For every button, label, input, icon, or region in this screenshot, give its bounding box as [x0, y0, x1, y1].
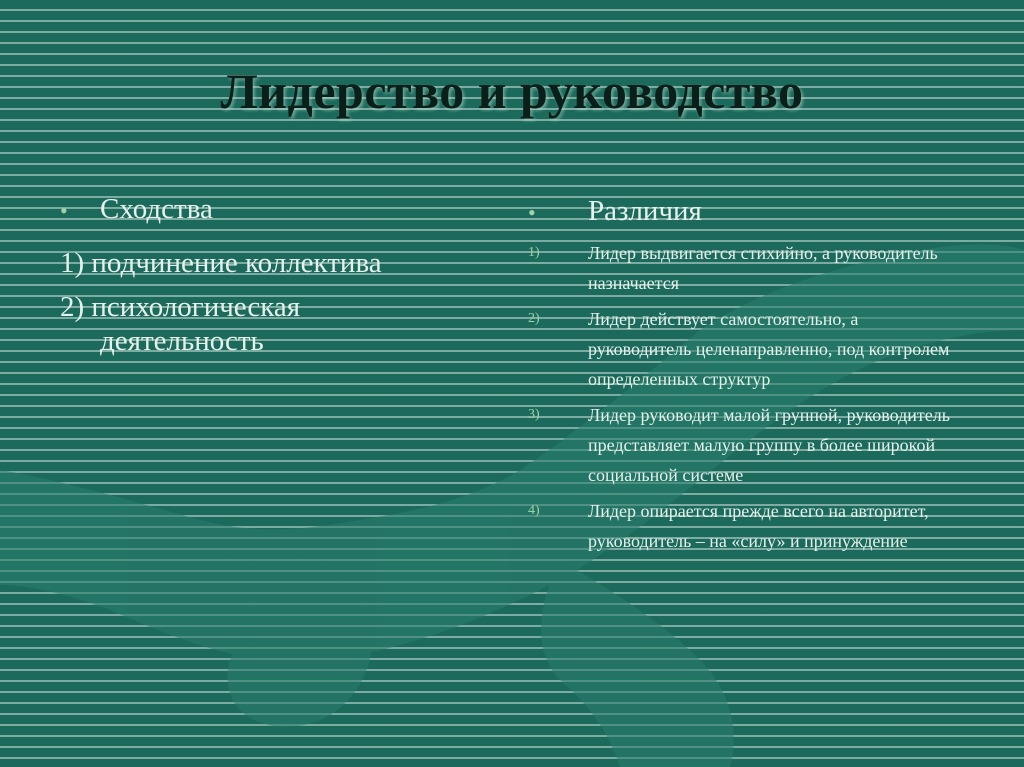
difference-text: Лидер действует самостоятельно, а руководитель целенаправленно, под контролем определенных структур [588, 309, 950, 389]
difference-text: Лидер опирается прежде всего на авторитет, руководитель – на «силу» и принуждение [588, 501, 929, 551]
difference-item-2 [528, 304, 958, 394]
difference-text: Лидер выдвигается стихийно, а руководитель назначается [588, 243, 938, 293]
similarities-column [60, 192, 440, 368]
similarities-heading-row [60, 192, 440, 228]
difference-number: 4) [528, 503, 540, 518]
bullet-dot-icon: • [60, 198, 68, 223]
differences-heading-row [528, 194, 958, 230]
difference-item-4 [528, 496, 958, 556]
differences-column [528, 194, 958, 562]
similarities-heading: Сходства [100, 193, 213, 225]
similarity-item-2: 2) психологическая деятельность [60, 291, 301, 357]
slide-title: Лидерство и руководство [220, 63, 804, 119]
bullet-dot-icon: • [528, 200, 536, 225]
difference-number: 3) [528, 407, 540, 422]
difference-number: 1) [528, 245, 540, 260]
differences-heading: Различия [588, 195, 702, 227]
similarity-item-1: 1) подчинение коллектива [60, 247, 382, 279]
difference-number: 2) [528, 311, 540, 326]
difference-text: Лидер руководит малой группой, руководитель представляет малую группу в более широкой социальной системе [588, 405, 950, 485]
difference-item-1 [528, 238, 958, 298]
difference-item-3 [528, 400, 958, 490]
